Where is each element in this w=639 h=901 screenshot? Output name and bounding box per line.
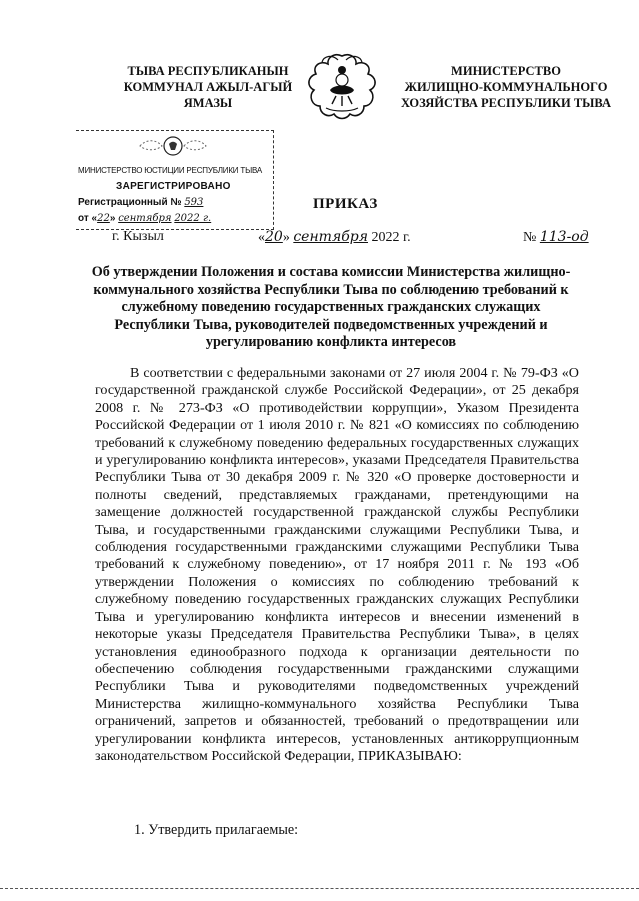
document-type: ПРИКАЗ xyxy=(313,196,378,212)
stamp-reg-label: Регистрационный № xyxy=(78,197,182,208)
date-day: 20 xyxy=(265,229,283,245)
stamp-ministry: МИНИСТЕРСТВО ЮСТИЦИИ РЕСПУБЛИКИ ТЫВА xyxy=(78,166,262,175)
stamp-date-day: 22 xyxy=(97,213,110,224)
stamp-registered: ЗАРЕГИСТРИРОВАНО xyxy=(116,181,231,192)
stamp-reg-line xyxy=(78,197,203,208)
date-open-quote: « xyxy=(258,230,265,245)
stamp-date-prefix: от « xyxy=(78,213,98,224)
city: г. Кызыл xyxy=(112,229,164,244)
preamble-paragraph: В соответствии с федеральными законами от 27 июля 2004 г. № 79-ФЗ «О государственной гражданской службе Российской Федерации», от 25 декабря 2008 г. № 273-ФЗ «О противодействии коррупции», Указом Президента Российской Федерации от 1 июля 2010 г. № 821 «О комиссиях по соблюдению требований к служебному поведению федеральных государственных служащих и урегулированию конфликта интересов», указами Председателя Правительства Республики Тыва от 30 декабря 2009 г. № 320 «О проверке достоверности и полноты сведений, представляемых гражданами, претендующими на замещение должностей государственной гражданской службы Республики Тыва, и государственными гражданскими служащими Республики Тыва, и соблюдения государственными гражданскими служащими Республики Тыва требований к служебному поведению», от 17 ноября 2011 г. № 193 «Об утверждении Положения о комиссиях по соблюдению требований к служебному поведению государственных гражданских служащих Республики Тыва и урегулированию конфликта интересов и внесении изменений в некоторые указы Председателя Правительства Республики Тыва», в целях установления единообразного подхода к организации деятельности по обеспечению соблюдения государственными гражданскими служащими Республики Тыва и руководителями подведомственных учреждений Министерства жилищно-коммунального хозяйства Республики Тыва ограничений, запретов и обязанностей, требований о предотвращении или урегулировании конфликта интересов, установленных антикоррупционным законодательством Российской Федерации, ПРИКАЗЫВАЮ: xyxy=(95,365,579,764)
page-bottom-divider xyxy=(0,888,639,889)
stamp-date-line xyxy=(78,213,211,224)
number-value: 113-од xyxy=(539,229,589,245)
document-number xyxy=(523,229,589,246)
registration-stamp xyxy=(76,130,274,230)
list-item: 1. Утвердить прилагаемые: xyxy=(134,822,299,838)
number-label: № xyxy=(523,230,537,245)
stamp-date-mid: » xyxy=(109,213,116,224)
date-close-quote: » xyxy=(282,230,290,245)
emblem-icon xyxy=(302,50,382,124)
document-date xyxy=(258,229,411,246)
stamp-reg-number: 593 xyxy=(184,197,204,208)
stamp-date-month: сентября xyxy=(118,213,172,224)
date-month: сентября xyxy=(293,229,368,245)
document-title: Об утверждении Положения и состава комиссии Министерства жилищно-коммунального хозяйства Республики Тыва по соблюдению требований к служебному поведению государственных гражданских служащих Республики Тыва, руководителей подведомственных учреждений и урегулированию конфликта интересов xyxy=(91,264,571,351)
stamp-date-year: 2022 г. xyxy=(174,213,212,224)
header-right-org: МИНИСТЕРСТВО ЖИЛИЩНО-КОММУНАЛЬНОГО ХОЗЯЙСТВА РЕСПУБЛИКИ ТЫВА xyxy=(400,64,612,110)
header-left-org: ТЫВА РЕСПУБЛИКАНЫН КОММУНАЛ АЖЫЛ-АГЫЙ ЯМАЗЫ xyxy=(123,64,293,110)
stamp-crest-icon xyxy=(138,135,208,157)
date-year: 2022 г. xyxy=(371,230,411,245)
